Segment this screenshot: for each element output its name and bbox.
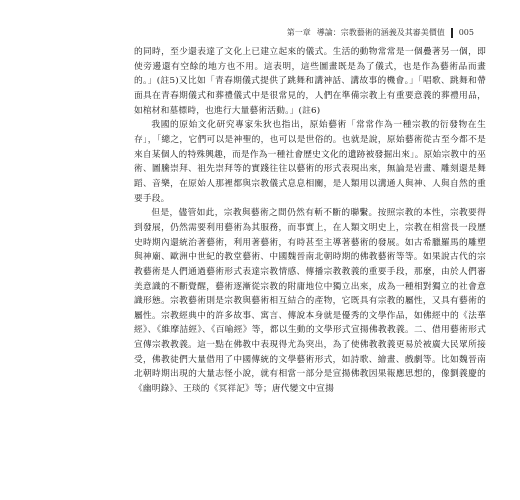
page-number: 005 (458, 28, 474, 37)
section-title: 導論：宗教藝術的涵義及其審美價值 (316, 28, 445, 37)
body-text (134, 45, 486, 397)
header-separator (451, 28, 453, 38)
paragraph-continued: 的同時，至少還表達了文化上已建立起來的儀式。生活的動物常常是一個疊著另一個，即使旁邊還有空餘的地方也不用。這表明，這些圖畫既是為了儀式，也是作為藝術品而畫的。」(註5)又比如「青春期儀式提供了跳舞和講神話、講故事的機會。」「唱歌、跳舞和帶面具在青春期儀式和葬禮儀式中是很常見的，人們在準備宗教上有重要意義的葬禮用品，如棺材和墓標時，也進行大量藝術活動。」(註6) (134, 47, 486, 116)
paragraph: 但是，儘管如此，宗教與藝術之間仍然有斬不斷的聯繫。按照宗教的本性，宗教要得到發展，仍然需要利用藝術為其服務，而事實上，在人類文明史上，宗教在相當長一段歷史時期內還統治著藝術，利用著藝術，有時甚至主導著藝術的發展。如古希臘羅馬的雕塑與神廟、歐洲中世紀的教堂藝術、中國魏晉南北朝時期的佛教藝術等等。如果說古代的宗教藝術是人們通過藝術形式表達宗教情感、傳播宗教教義的重要手段，那麼，由於人們審美意識的不斷覺醒，藝術逐漸從宗教的附庸地位中獨立出來，成為一種相對獨立的社會意識形態。宗教藝術則是宗教與藝術相互結合的產物，它既具有宗教的屬性，又具有藝術的屬性。宗教經典中的許多故事、寓言、傳說本身就是優秀的文學作品，如佛經中的《法華經》、《維摩詰經》、《百喻經》等，都以生動的文學形式宣揚佛教教義。二、借用藝術形式宣傳宗教教義。這一點在佛教中表現得尤為突出，為了使佛教教義更易於被廣大民眾所接受，佛教徒們大量借用了中國傳統的文學藝術形式，如詩歌、繪畫、戲劇等。比如魏晉南北朝時期出現的大量志怪小說，就有相當一部分是宣揚佛教因果報應思想的，像劉義慶的《幽明錄》、王琰的《冥祥記》等；唐代變文中宣揚 (134, 208, 486, 395)
paragraph: 我國的原始文化研究專家朱狄也指出，原始藝術「常常作為一種宗教的衍發物在生存」，「總之，它們可以是神聖的，也可以是世俗的。也就是說，原始藝術從古至今都不是來自某個人的特殊興趣，而是作為一種社會歷史文化的遺跡被發掘出來」。原始宗教中的巫術、圖騰崇拜、祖先崇拜等的實踐往往以藝術的形式表現出來，無論是岩畫、雕刻還是舞蹈、音樂，在原始人那裡都與宗教儀式息息相關，是人類用以溝通人與神、人與自然的重要手段。 (134, 120, 486, 204)
chapter-label: 第一章 (286, 28, 311, 37)
running-header (287, 27, 474, 38)
